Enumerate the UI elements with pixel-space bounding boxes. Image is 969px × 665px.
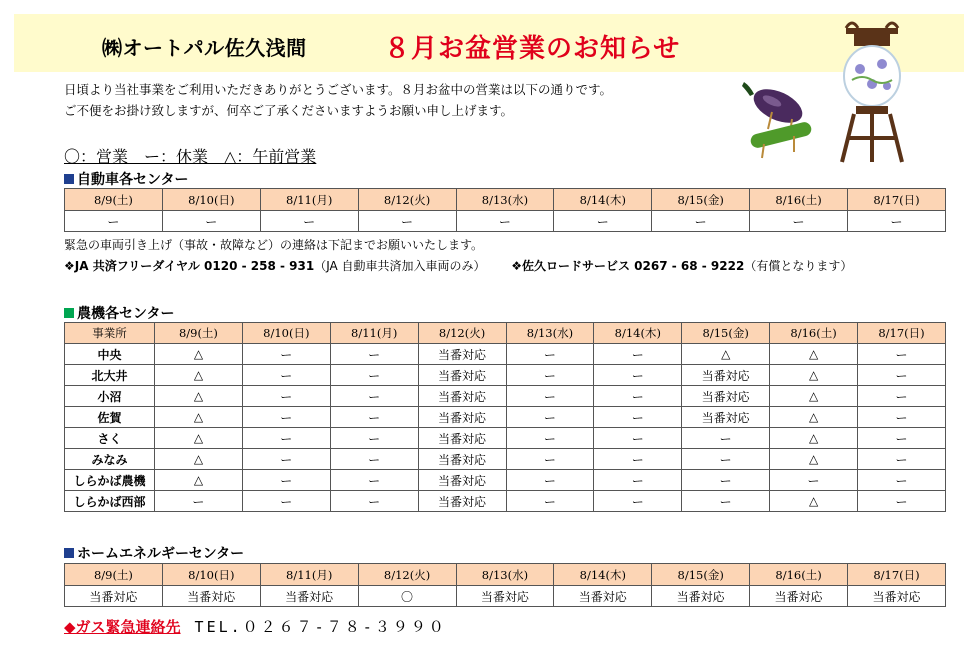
- office-name: しらかば西部: [65, 491, 155, 512]
- schedule-cell: ー: [594, 470, 682, 491]
- office-name: 北大井: [65, 365, 155, 386]
- schedule-cell: ー: [858, 449, 946, 470]
- schedule-cell: 〇: [358, 586, 456, 607]
- schedule-cell: 当番対応: [418, 407, 506, 428]
- schedule-cell: ー: [162, 211, 260, 232]
- schedule-cell: 当番対応: [260, 586, 358, 607]
- schedule-cell: ー: [358, 211, 456, 232]
- schedule-cell: ー: [652, 211, 750, 232]
- title-banner: [14, 14, 964, 72]
- road-service-note: （有償となります）: [744, 259, 853, 273]
- schedule-cell: 当番対応: [750, 586, 848, 607]
- table-row: [65, 428, 946, 449]
- square-bullet-icon: [64, 548, 74, 558]
- schedule-cell: 当番対応: [162, 586, 260, 607]
- schedule-cell: 当番対応: [418, 365, 506, 386]
- schedule-cell: ー: [260, 211, 358, 232]
- table-row: [65, 344, 946, 365]
- date-header: 8/10(日): [162, 564, 260, 586]
- schedule-cell: ー: [858, 491, 946, 512]
- office-name: しらかば農機: [65, 470, 155, 491]
- schedule-cell: 当番対応: [682, 386, 770, 407]
- schedule-cell: ー: [242, 365, 330, 386]
- date-header: 8/16(土): [750, 564, 848, 586]
- schedule-cell: ー: [155, 491, 243, 512]
- date-header: 8/14(木): [594, 323, 682, 344]
- schedule-cell: ー: [682, 470, 770, 491]
- date-header: 8/14(木): [554, 189, 652, 211]
- date-header: 8/11(月): [330, 323, 418, 344]
- schedule-cell: ー: [750, 211, 848, 232]
- square-bullet-icon: [64, 308, 74, 318]
- schedule-cell: ー: [506, 365, 594, 386]
- schedule-cell: 当番対応: [554, 586, 652, 607]
- ja-contact-label: ❖JA 共済フリーダイヤル 0120 - 258 - 931: [64, 259, 315, 273]
- schedule-cell: ー: [242, 449, 330, 470]
- schedule-cell: 当番対応: [418, 449, 506, 470]
- intro-line-2: ご不便をお掛け致しますが、何卒ご了承くださいますようお願い申し上げます。: [64, 103, 514, 118]
- intro-line-1: 日頃より当社事業をご利用いただきありがとうございます。８月お盆中の営業は以下の通りです。: [64, 82, 613, 97]
- date-header: 8/10(日): [162, 189, 260, 211]
- gas-emergency-phone: TEL.０２６７-７８-３９９０: [194, 618, 447, 636]
- date-header: 8/16(土): [750, 189, 848, 211]
- table-row: [65, 586, 946, 607]
- square-bullet-icon: [64, 174, 74, 184]
- schedule-cell: △: [770, 344, 858, 365]
- office-name: さく: [65, 428, 155, 449]
- schedule-cell: ー: [858, 344, 946, 365]
- schedule-cell: 当番対応: [682, 365, 770, 386]
- farm-section-title: 農機各センター: [64, 303, 174, 323]
- schedule-cell: 当番対応: [682, 407, 770, 428]
- schedule-cell: △: [155, 386, 243, 407]
- schedule-cell: 当番対応: [456, 586, 554, 607]
- office-name: みなみ: [65, 449, 155, 470]
- schedule-cell: ー: [506, 428, 594, 449]
- schedule-cell: ー: [858, 365, 946, 386]
- schedule-cell: ー: [330, 428, 418, 449]
- schedule-cell: ー: [506, 407, 594, 428]
- table-row: [65, 365, 946, 386]
- table-row: [65, 407, 946, 428]
- date-header: 8/13(水): [506, 323, 594, 344]
- schedule-cell: ー: [594, 344, 682, 365]
- schedule-cell: ー: [682, 428, 770, 449]
- schedule-cell: 当番対応: [418, 344, 506, 365]
- date-header: 8/9(土): [65, 189, 163, 211]
- date-header: 8/17(日): [848, 564, 946, 586]
- date-header: 8/11(月): [260, 564, 358, 586]
- date-header: 8/12(火): [358, 564, 456, 586]
- emergency-note: 緊急の車両引き上げ（事故・故障など）の連絡は下記までお願いいたします。: [64, 238, 484, 252]
- table-row: [65, 211, 946, 232]
- schedule-cell: △: [770, 449, 858, 470]
- schedule-cell: ー: [682, 491, 770, 512]
- table-row: [65, 449, 946, 470]
- gas-emergency-label: ◆ガス緊急連絡先: [64, 618, 181, 636]
- schedule-cell: △: [770, 365, 858, 386]
- farm-schedule-table: [64, 322, 946, 512]
- schedule-cell: ー: [242, 407, 330, 428]
- schedule-cell: 当番対応: [65, 586, 163, 607]
- date-header: 8/9(土): [65, 564, 163, 586]
- schedule-cell: ー: [554, 211, 652, 232]
- schedule-cell: ー: [65, 211, 163, 232]
- schedule-cell: ー: [858, 470, 946, 491]
- schedule-cell: △: [682, 344, 770, 365]
- office-name: 佐賀: [65, 407, 155, 428]
- schedule-cell: ー: [330, 386, 418, 407]
- schedule-cell: ー: [330, 365, 418, 386]
- schedule-cell: ー: [242, 386, 330, 407]
- date-header: 8/14(木): [554, 564, 652, 586]
- schedule-cell: △: [770, 491, 858, 512]
- schedule-cell: ー: [242, 491, 330, 512]
- schedule-cell: △: [155, 344, 243, 365]
- table-row: [65, 386, 946, 407]
- schedule-cell: △: [155, 407, 243, 428]
- schedule-cell: ー: [594, 449, 682, 470]
- energy-schedule-table: [64, 563, 946, 607]
- office-header: 事業所: [65, 323, 155, 344]
- schedule-cell: ー: [858, 386, 946, 407]
- schedule-cell: ー: [858, 407, 946, 428]
- schedule-cell: ー: [456, 211, 554, 232]
- date-header: 8/9(土): [155, 323, 243, 344]
- schedule-cell: ー: [594, 407, 682, 428]
- schedule-cell: ー: [506, 470, 594, 491]
- schedule-cell: ー: [330, 470, 418, 491]
- company-name: ㈱オートパル佐久浅間: [102, 36, 307, 60]
- schedule-cell: ー: [330, 449, 418, 470]
- schedule-cell: 当番対応: [418, 491, 506, 512]
- schedule-cell: ー: [242, 428, 330, 449]
- schedule-cell: △: [155, 470, 243, 491]
- schedule-cell: △: [155, 365, 243, 386]
- date-header: 8/13(水): [456, 564, 554, 586]
- date-header: 8/10(日): [242, 323, 330, 344]
- schedule-cell: 当番対応: [418, 428, 506, 449]
- schedule-cell: ー: [848, 211, 946, 232]
- date-header: 8/11(月): [260, 189, 358, 211]
- emergency-contacts: [64, 257, 852, 274]
- schedule-cell: ー: [594, 491, 682, 512]
- schedule-cell: ー: [330, 491, 418, 512]
- schedule-cell: ー: [506, 449, 594, 470]
- schedule-cell: △: [770, 407, 858, 428]
- schedule-cell: △: [770, 386, 858, 407]
- table-row: [65, 491, 946, 512]
- schedule-cell: 当番対応: [652, 586, 750, 607]
- date-header: 8/16(土): [770, 323, 858, 344]
- date-header: 8/15(金): [682, 323, 770, 344]
- schedule-cell: ー: [330, 344, 418, 365]
- table-row: [65, 470, 946, 491]
- schedule-cell: ー: [682, 449, 770, 470]
- auto-section-title: 自動車各センター: [64, 169, 188, 189]
- date-header: 8/15(金): [652, 564, 750, 586]
- date-header: 8/17(日): [858, 323, 946, 344]
- office-name: 中央: [65, 344, 155, 365]
- status-legend: 〇：営業 ー：休業 △：午前営業: [64, 147, 317, 166]
- date-header: 8/13(水): [456, 189, 554, 211]
- schedule-cell: ー: [506, 344, 594, 365]
- schedule-cell: △: [155, 449, 243, 470]
- schedule-cell: ー: [594, 428, 682, 449]
- schedule-cell: ー: [594, 386, 682, 407]
- page-title: ８月お盆営業のお知らせ: [384, 34, 681, 64]
- date-header: 8/12(火): [358, 189, 456, 211]
- office-name: 小沼: [65, 386, 155, 407]
- schedule-cell: ー: [858, 428, 946, 449]
- schedule-cell: 当番対応: [418, 470, 506, 491]
- bon-lantern-icon: [832, 14, 912, 164]
- schedule-cell: ー: [594, 365, 682, 386]
- ja-contact-note: （JA 自動車共済加入車両のみ）: [314, 259, 486, 273]
- road-service-label: ❖佐久ロードサービス 0267 - 68 - 9222: [511, 259, 745, 273]
- date-header: 8/12(火): [418, 323, 506, 344]
- auto-schedule-table: [64, 188, 946, 232]
- cucumber-icon: [749, 121, 813, 158]
- date-header: 8/17(日): [848, 189, 946, 211]
- schedule-cell: ー: [242, 344, 330, 365]
- schedule-cell: ー: [770, 470, 858, 491]
- schedule-cell: ー: [330, 407, 418, 428]
- gas-emergency-contact: [64, 616, 447, 637]
- schedule-cell: ー: [506, 386, 594, 407]
- schedule-cell: 当番対応: [848, 586, 946, 607]
- schedule-cell: △: [770, 428, 858, 449]
- schedule-cell: ー: [242, 470, 330, 491]
- schedule-cell: ー: [506, 491, 594, 512]
- eggplant-cucumber-icon: [732, 74, 824, 166]
- schedule-cell: 当番対応: [418, 386, 506, 407]
- date-header: 8/15(金): [652, 189, 750, 211]
- energy-section-title: ホームエネルギーセンター: [64, 543, 244, 563]
- schedule-cell: △: [155, 428, 243, 449]
